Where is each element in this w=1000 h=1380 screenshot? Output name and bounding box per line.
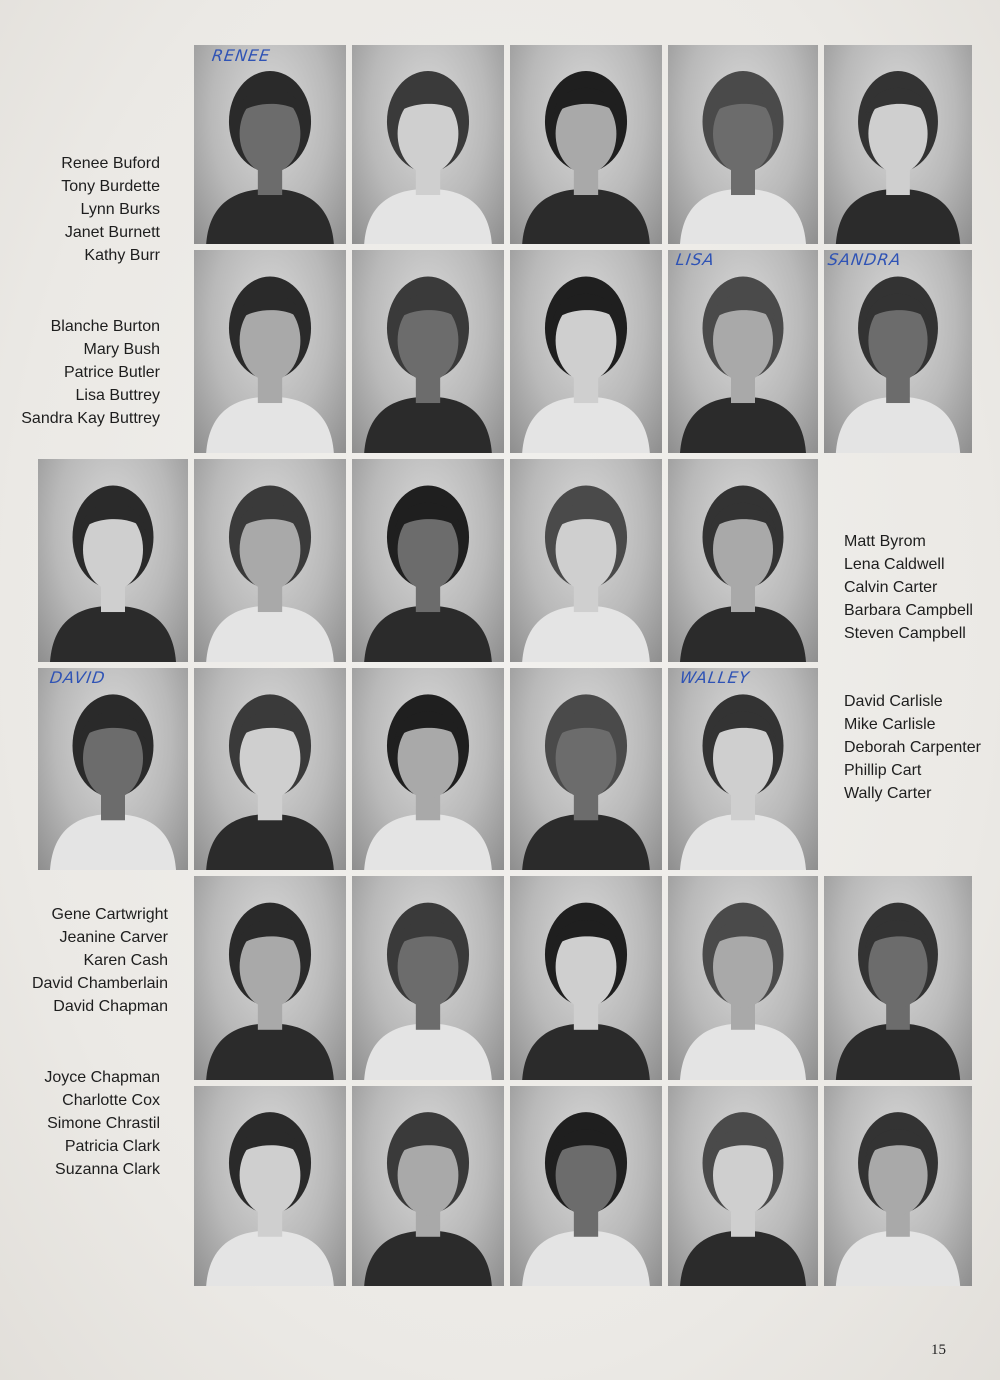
portrait-photo (352, 459, 504, 662)
name-list (0, 903, 168, 1018)
name-list (844, 530, 1000, 645)
student-name: Blanche Burton (50, 318, 160, 335)
portrait-photo (824, 1086, 972, 1286)
portrait-silhouette (668, 459, 818, 662)
student-name: Mike Carlisle (844, 716, 936, 733)
portrait-photo (668, 668, 818, 870)
handwritten-note: RENEE (210, 46, 272, 65)
portrait-silhouette (352, 668, 504, 870)
portrait-photo (668, 1086, 818, 1286)
portrait-silhouette (510, 45, 662, 244)
portrait-photo (194, 1086, 346, 1286)
student-name: Joyce Chapman (44, 1069, 160, 1086)
portrait-silhouette (352, 876, 504, 1080)
portrait-photo (194, 876, 346, 1080)
portrait-silhouette (668, 668, 818, 870)
portrait-photo (352, 1086, 504, 1286)
portrait-photo (668, 876, 818, 1080)
portrait-photo (38, 459, 188, 662)
portrait-photo (510, 668, 662, 870)
portrait-photo (194, 45, 346, 244)
student-name: Renee Buford (61, 155, 160, 172)
student-name: Mary Bush (83, 341, 160, 358)
portrait-silhouette (510, 459, 662, 662)
student-name: Phillip Cart (844, 762, 922, 779)
student-name: Steven Campbell (844, 625, 966, 642)
portrait-photo (38, 668, 188, 870)
student-name: Kathy Burr (84, 247, 160, 264)
portrait-silhouette (824, 1086, 972, 1286)
name-list (0, 1066, 160, 1181)
portrait-photo (352, 668, 504, 870)
name-list (0, 315, 160, 430)
portrait-photo (194, 668, 346, 870)
portrait-photo (352, 876, 504, 1080)
portrait-silhouette (668, 250, 818, 453)
portrait-silhouette (824, 45, 972, 244)
student-name: Gene Cartwright (51, 906, 168, 923)
student-name: David Chapman (53, 998, 168, 1015)
student-name: David Carlisle (844, 693, 943, 710)
portrait-silhouette (38, 668, 188, 870)
page-number: 15 (931, 1342, 946, 1358)
portrait-photo (668, 250, 818, 453)
portrait-silhouette (194, 876, 346, 1080)
student-name: Lisa Buttrey (75, 387, 160, 404)
student-name: Wally Carter (844, 785, 932, 802)
student-name: Barbara Campbell (844, 602, 973, 619)
student-name: Sandra Kay Buttrey (21, 410, 160, 427)
portrait-photo (824, 250, 972, 453)
portrait-photo (824, 876, 972, 1080)
portrait-silhouette (824, 876, 972, 1080)
student-name: Tony Burdette (61, 178, 160, 195)
student-name: Calvin Carter (844, 579, 938, 596)
portrait-photo (510, 459, 662, 662)
portrait-silhouette (510, 668, 662, 870)
portrait-silhouette (510, 876, 662, 1080)
portrait-photo (668, 459, 818, 662)
student-name: Deborah Carpenter (844, 739, 981, 756)
handwritten-note: DAVID (48, 668, 107, 687)
student-name: Suzanna Clark (55, 1161, 160, 1178)
portrait-silhouette (194, 668, 346, 870)
portrait-silhouette (510, 1086, 662, 1286)
portrait-silhouette (194, 1086, 346, 1286)
handwritten-note: LISA (674, 250, 717, 269)
portrait-photo (352, 45, 504, 244)
portrait-silhouette (352, 45, 504, 244)
student-name: Karen Cash (83, 952, 168, 969)
portrait-silhouette (668, 876, 818, 1080)
student-name: Simone Chrastil (47, 1115, 160, 1132)
portrait-silhouette (352, 250, 504, 453)
portrait-photo (352, 250, 504, 453)
portrait-photo (510, 250, 662, 453)
portrait-photo (668, 45, 818, 244)
student-name: Patrice Butler (63, 364, 160, 381)
portrait-silhouette (824, 250, 972, 453)
portrait-silhouette (38, 459, 188, 662)
handwritten-note: SANDRA (826, 250, 903, 269)
student-name: Lena Caldwell (844, 556, 945, 573)
portrait-photo (194, 250, 346, 453)
portrait-silhouette (510, 250, 662, 453)
student-name: Matt Byrom (844, 533, 926, 550)
student-name: Janet Burnett (64, 224, 160, 241)
portrait-photo (510, 876, 662, 1080)
student-name: Patricia Clark (64, 1138, 160, 1155)
portrait-silhouette (668, 1086, 818, 1286)
portrait-photo (194, 459, 346, 662)
student-name: Charlotte Cox (62, 1092, 160, 1109)
portrait-silhouette (352, 1086, 504, 1286)
name-list (0, 152, 160, 267)
portrait-silhouette (352, 459, 504, 662)
handwritten-note: WALLEY (678, 668, 752, 687)
student-name: Jeanine Carver (59, 929, 168, 946)
portrait-photo (510, 1086, 662, 1286)
student-name: Lynn Burks (80, 201, 160, 218)
portrait-silhouette (194, 250, 346, 453)
portrait-photo (824, 45, 972, 244)
portrait-silhouette (194, 459, 346, 662)
portrait-photo (510, 45, 662, 244)
portrait-silhouette (668, 45, 818, 244)
portrait-silhouette (194, 45, 346, 244)
name-list (844, 690, 1000, 805)
student-name: David Chamberlain (31, 975, 168, 992)
